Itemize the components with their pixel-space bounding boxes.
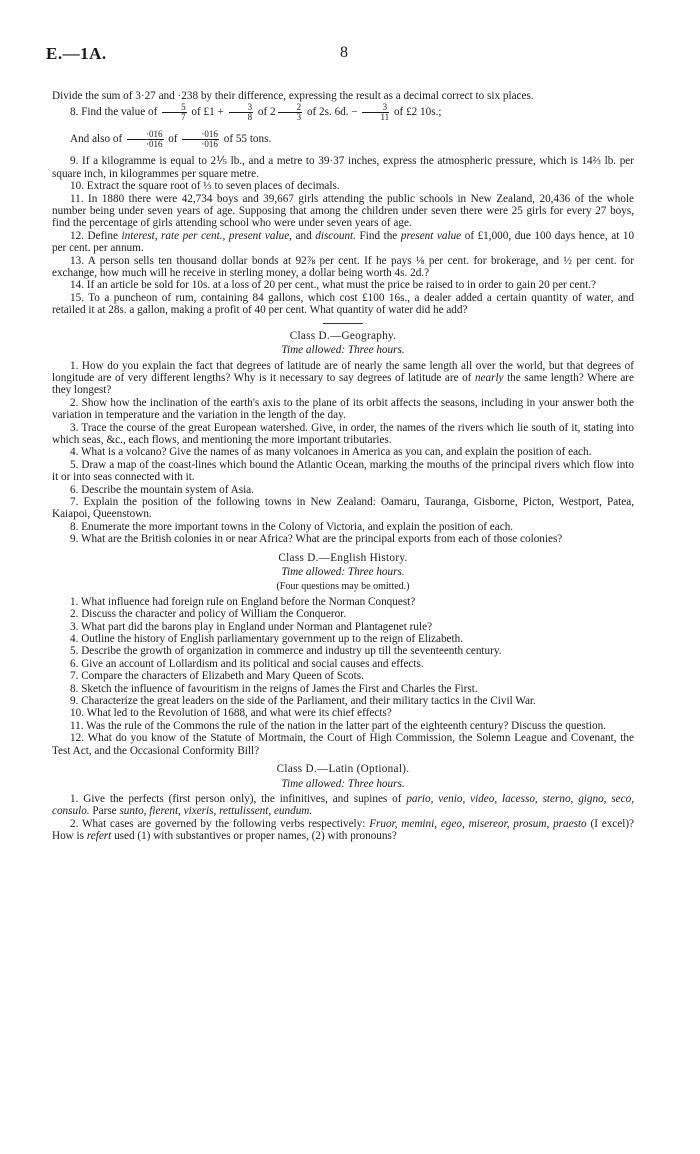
arith-question-10: 10. Extract the square root of ⅓ to seven places of decimals. — [70, 180, 340, 193]
latin-q1-text: Parse — [92, 805, 117, 818]
arith-question-11: 11. In 1880 there were 42,734 boys and 39,667 girls attending the public schools in New Zealand, 20,436 of the whole number being under seven years of age. Supposing that among the children under seven there were 25 girls for every 27 boys, find the percentage of girls attending school who were under seven years of age. — [52, 192, 634, 230]
q12-italic: interest, rate per cent., present value, — [121, 229, 292, 242]
also-text: of — [168, 133, 178, 146]
fraction — [182, 130, 219, 149]
latin-q2-italic: Fruor, memini, egeo, misereor, prosum, praesto — [369, 817, 587, 830]
arith-question-8-also — [52, 130, 634, 149]
hist-question-3: 3. What part did the barons play in England under Norman and Plantagenet rule? — [70, 620, 433, 633]
fraction-den: ·016 — [146, 139, 163, 150]
arith-question-8 — [52, 103, 634, 122]
fraction-num: 3 — [362, 103, 389, 113]
geo-question-1 — [52, 360, 634, 397]
fraction-num: ·016 — [127, 130, 164, 140]
fraction — [278, 103, 303, 122]
latin-q2-text: (I excel)? How is — [52, 817, 635, 843]
latin-q2-text: used (1) with substantives or proper names, (2) with pronouns? — [114, 830, 397, 843]
geo-question-9: 9. What are the British colonies in or near Africa? What are the principal exports from each of those colonies? — [70, 533, 563, 546]
arith-question-7: Divide the sum of 3·27 and ·238 by their difference, expressing the result as a decimal correct to six places. — [52, 90, 534, 102]
latin-question-2 — [52, 818, 634, 843]
arith-question-15: 15. To a puncheon of rum, containing 84 gallons, which cost £100 16s., a dealer added a certain quantity of water, and retailed it at 28s. a gallon, making a profit of 40 per cent. What quantity of water did he add? — [52, 291, 634, 317]
q8-text: of 2s. 6d. − — [306, 106, 358, 119]
fraction — [127, 130, 164, 149]
fraction — [229, 103, 254, 122]
fraction-num: ·016 — [182, 130, 219, 140]
section-title-geography: Class D.—Geography. — [289, 329, 397, 342]
page-body — [52, 90, 634, 843]
hist-question-9: 9. Characterize the great leaders on the side of the Parliament, and their military tactics in the Civil War. — [70, 695, 536, 708]
fraction-den: ·016 — [201, 139, 218, 150]
also-text: of 55 tons. — [223, 133, 272, 146]
latin-q2-text: 2. What cases are governed by the following verbs respectively: — [70, 817, 366, 830]
omission-note: (Four questions may be omitted.) — [276, 581, 410, 593]
fraction-den: 11 — [380, 112, 390, 123]
geo-question-6: 6. Describe the mountain system of Asia. — [70, 483, 254, 496]
hist-question-1: 1. What influence had foreign rule on England before the Norman Conquest? — [70, 595, 416, 608]
arith-question-13: 13. A person sells ten thousand dollar bonds at 92⅞ per cent. If he pays ⅛ per cent. for brokerage, and ½ per cent. for exchange, how much will he receive in sterling money, a dollar being worth 4s. 2d.? — [52, 254, 634, 280]
q12-text: Find the — [359, 229, 398, 242]
geo-q1-text: the same length? Where are they longest? — [52, 371, 635, 397]
q8-text: of £1 + — [191, 106, 224, 119]
hist-question-5: 5. Describe the growth of organization in commerce and industry up till the seventeenth century. — [70, 645, 502, 658]
time-allowed: Time allowed: Three hours. — [281, 344, 405, 357]
q8-lead: 8. Find the value of — [70, 106, 158, 119]
fraction-num: 2 — [278, 103, 303, 113]
fraction-num: 5 — [162, 103, 187, 113]
hist-question-8: 8. Sketch the influence of favouritism in the reigns of James the First and Charles the First. — [70, 682, 478, 695]
geo-question-7: 7. Explain the position of the following towns in New Zealand: Oamaru, Tauranga, Gisborne, Picton, Westport, Patea, Kaiapoi, Queenstown. — [52, 495, 634, 521]
time-allowed: Time allowed: Three hours. — [281, 777, 405, 790]
hist-question-11: 11. Was the rule of the Commons the rule of the nation in the latter part of the eighteenth century? Discuss the question. — [70, 719, 606, 732]
section-title-history: Class D.—English History. — [278, 551, 408, 564]
arith-question-14: 14. If an article be sold for 10s. at a loss of 20 per cent., what must the price be raised to in order to gain 20 per cent.? — [70, 279, 596, 292]
latin-q1-italic: pario, venio, video, lacesso, sterno, gigno, seco, consulo. — [52, 792, 634, 818]
geo-question-2: 2. Show how the inclination of the earth's axis to the plane of its orbit affects the seasons, including in your answer both the variation in temperature and the variation in the length of the day. — [52, 396, 634, 422]
section-title-latin: Class D.—Latin (Optional). — [276, 763, 410, 776]
hist-question-12: 12. What do you know of the Statute of Mortmain, the Court of High Commission, the Solemn League and Covenant, the Test Act, and the Occasional Conformity Bill? — [52, 732, 634, 757]
geo-question-8: 8. Enumerate the more important towns in the Colony of Victoria, and explain the position of each. — [70, 520, 514, 533]
fraction — [162, 103, 187, 122]
page-number: 8 — [340, 44, 348, 61]
geo-question-5: 5. Draw a map of the coast-lines which bound the Atlantic Ocean, marking the mouths of the principal rivers which flow into it or into seas connected with it. — [52, 458, 634, 484]
section-divider — [323, 323, 363, 324]
time-allowed: Time allowed: Three hours. — [281, 566, 405, 578]
q12-text: of £1,000, due 100 days hence, at 10 per cent. per annum. — [52, 229, 635, 255]
geo-question-4: 4. What is a volcano? Give the names of as many volcanoes in America as you can, and explain the position of each. — [70, 446, 592, 459]
hist-question-6: 6. Give an account of Lollardism and its political and social causes and effects. — [70, 657, 424, 670]
geo-q1-italic: nearly — [474, 371, 504, 384]
fraction — [362, 103, 389, 122]
arith-question-12 — [52, 230, 634, 255]
q8-text: of £2 10s.; — [393, 106, 442, 119]
also-lead: And also of — [70, 133, 123, 146]
q12-italic: discount. — [315, 229, 356, 242]
arith-question-9: 9. If a kilogramme is equal to 2⅕ lb., and a metre to 39·37 inches, express the atmospheric pressure, which is 14⅔ lb. per square inch, in kilogrammes per square metre. — [52, 155, 634, 180]
fraction-den: 7 — [181, 112, 186, 123]
q8-text: of 2 — [257, 106, 276, 119]
q12-text: and — [295, 229, 312, 242]
hist-question-7: 7. Compare the characters of Elizabeth and Mary Queen of Scots. — [70, 670, 364, 683]
geo-q1-text: 1. How do you explain the fact that degrees of latitude are of nearly the same length all over the world, but that degrees of longitude are of very different lengths? Why is it necessary to say degrees of latitude are of — [52, 359, 634, 384]
geo-question-3: 3. Trace the course of the great European watershed. Give, in order, the names of the rivers which lie south of it, stating into which seas, &c., each flows, and mentioning the more important tributaries. — [52, 421, 634, 446]
fraction-num: 3 — [229, 103, 254, 113]
document-code: E.—1A. — [46, 44, 107, 63]
latin-q1-text: 1. Give the perfects (first person only), the infinitives, and supines of — [70, 792, 402, 805]
fraction-den: 3 — [296, 112, 302, 123]
latin-q1-italic: sunto, fierent, vixeris, rettulissent, eundum. — [119, 805, 313, 818]
hist-question-4: 4. Outline the history of English parliamentary government up to the reign of Elizabeth. — [70, 633, 464, 646]
latin-q2-italic: refert — [86, 830, 112, 843]
latin-question-1 — [52, 793, 634, 818]
fraction-den: 8 — [247, 112, 253, 123]
q12-italic: present value — [400, 229, 462, 242]
q12-text: 12. Define — [70, 229, 118, 242]
hist-question-2: 2. Discuss the character and policy of William the Conqueror. — [70, 608, 347, 621]
hist-question-10: 10. What led to the Revolution of 1688, and what were its chief effects? — [70, 707, 392, 720]
